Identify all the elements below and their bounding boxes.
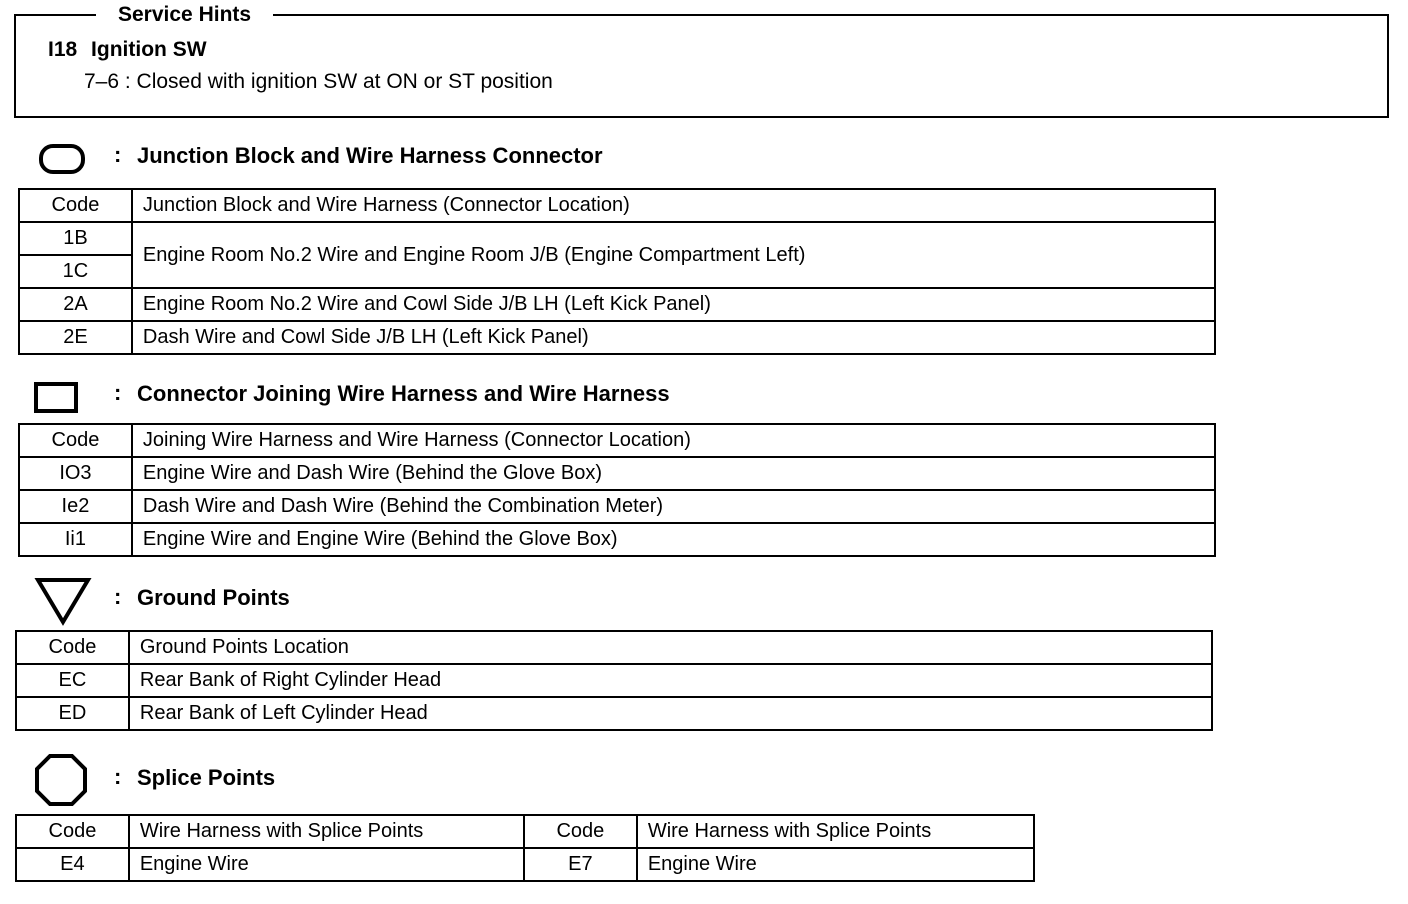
splice-colon: : <box>114 764 122 789</box>
row-code: 2A <box>19 288 132 321</box>
row-desc: Dash Wire and Dash Wire (Behind the Combination Meter) <box>132 490 1215 523</box>
header-desc-2: Wire Harness with Splice Points <box>637 815 1034 848</box>
row-code: IO3 <box>19 457 132 490</box>
table-row <box>19 457 1215 490</box>
header-desc: Ground Points Location <box>129 631 1212 664</box>
row-code-2: E7 <box>524 848 637 881</box>
row-desc: Engine Room No.2 Wire and Cowl Side J/B LH (Left Kick Panel) <box>132 288 1215 321</box>
splice-table <box>15 814 1035 882</box>
row-code: E4 <box>16 848 129 881</box>
header-code: Code <box>16 815 129 848</box>
rectangle-icon <box>32 380 80 416</box>
row-desc: Rear Bank of Right Cylinder Head <box>129 664 1212 697</box>
table-row <box>19 222 1215 255</box>
component-name: Ignition SW <box>91 38 207 61</box>
connector-table <box>18 423 1216 557</box>
header-code: Code <box>19 424 132 457</box>
splice-section-heading <box>0 752 1000 796</box>
component-heading <box>48 38 207 62</box>
splice-title: Splice Points <box>137 765 276 790</box>
header-desc: Joining Wire Harness and Wire Harness (Connector Location) <box>132 424 1215 457</box>
row-code: ED <box>16 697 129 730</box>
table-row <box>16 664 1212 697</box>
ground-title: Ground Points <box>137 585 290 610</box>
row-desc: Dash Wire and Cowl Side J/B LH (Left Kick Panel) <box>132 321 1215 354</box>
rounded-rectangle-icon <box>38 140 86 176</box>
ground-table <box>15 630 1213 731</box>
connector-section-heading <box>0 374 1000 418</box>
ground-colon: : <box>114 584 122 609</box>
junction-table <box>18 188 1216 355</box>
row-desc: Engine Wire and Engine Wire (Behind the Glove Box) <box>132 523 1215 556</box>
table-row <box>19 523 1215 556</box>
row-desc: Engine Room No.2 Wire and Engine Room J/B (Engine Compartment Left) <box>132 222 1215 288</box>
service-hints-legend: Service Hints <box>96 2 273 28</box>
down-triangle-icon <box>34 576 92 626</box>
table-row <box>19 288 1215 321</box>
row-code: EC <box>16 664 129 697</box>
row-code: 1B <box>19 222 132 255</box>
row-desc: Engine Wire and Dash Wire (Behind the Glove Box) <box>132 457 1215 490</box>
table-header-row <box>16 815 1034 848</box>
row-code: Ie2 <box>19 490 132 523</box>
component-code: I18 <box>48 38 78 61</box>
row-desc: Engine Wire <box>129 848 524 881</box>
connector-title: Connector Joining Wire Harness and Wire Harness <box>137 381 670 406</box>
junction-colon: : <box>114 142 122 167</box>
octagon-icon <box>33 752 89 808</box>
table-header-row <box>19 424 1215 457</box>
header-desc: Wire Harness with Splice Points <box>129 815 524 848</box>
header-code-2: Code <box>524 815 637 848</box>
header-code: Code <box>16 631 129 664</box>
service-hints-box <box>14 3 1389 118</box>
row-code: 2E <box>19 321 132 354</box>
table-header-row <box>16 631 1212 664</box>
header-code: Code <box>19 189 132 222</box>
row-code: 1C <box>19 255 132 288</box>
table-row <box>19 490 1215 523</box>
junction-section-heading <box>0 136 1000 180</box>
ground-section-heading <box>0 576 1000 620</box>
service-hint-note: 7–6 : Closed with ignition SW at ON or ST position <box>84 70 553 93</box>
row-desc-2: Engine Wire <box>637 848 1034 881</box>
table-row <box>19 321 1215 354</box>
row-code: Ii1 <box>19 523 132 556</box>
table-header-row <box>19 189 1215 222</box>
connector-colon: : <box>114 380 122 405</box>
table-row <box>16 848 1034 881</box>
header-desc: Junction Block and Wire Harness (Connector Location) <box>132 189 1215 222</box>
row-desc: Rear Bank of Left Cylinder Head <box>129 697 1212 730</box>
junction-title: Junction Block and Wire Harness Connector <box>137 143 603 168</box>
table-row <box>16 697 1212 730</box>
